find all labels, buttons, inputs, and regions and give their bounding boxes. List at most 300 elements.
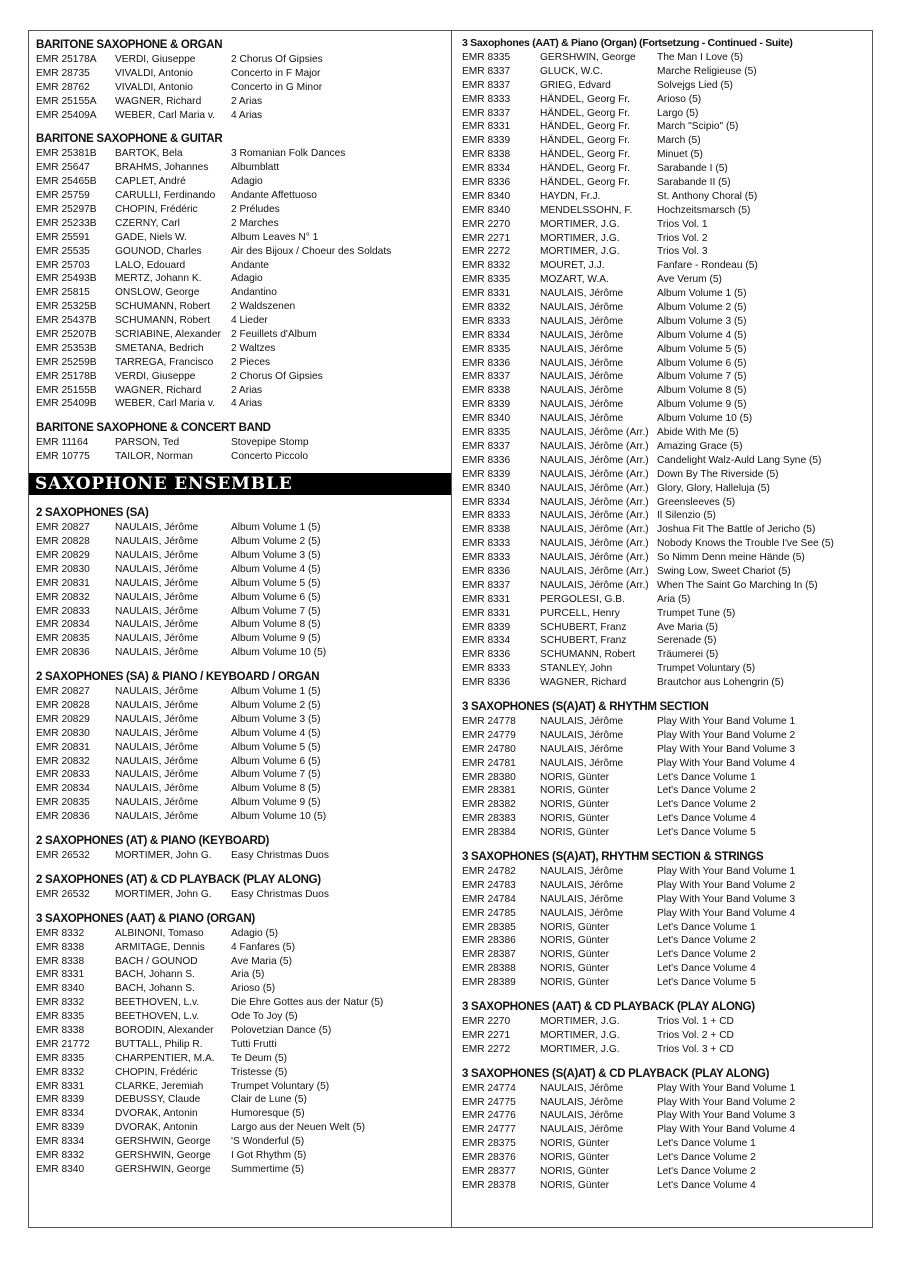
composer-name: HÄNDEL, Georg Fr. xyxy=(540,135,631,147)
work-title: Polovetzian Dance (5) xyxy=(231,1024,332,1036)
work-title: 2 Pieces xyxy=(231,356,271,368)
catalog-number: EMR 8332 xyxy=(36,1150,85,1161)
work-title: Album Volume 3 (5) xyxy=(231,549,321,561)
catalog-row xyxy=(36,161,451,175)
composer-name: NAULAIS, Jérôme xyxy=(115,713,199,725)
composer-name: GERSHWIN, George xyxy=(115,1163,211,1175)
work-title: Album Volume 10 (5) xyxy=(231,811,327,823)
catalog-row xyxy=(462,357,874,371)
catalog-row xyxy=(36,888,451,902)
composer-name: NAULAIS, Jérôme xyxy=(540,357,624,369)
catalog-row xyxy=(462,812,874,826)
composer-name: HÄNDEL, Georg Fr. xyxy=(540,177,631,189)
composer-name: SCHUMANN, Robert xyxy=(115,315,211,327)
catalog-number: EMR 25591 xyxy=(36,231,90,243)
work-title: Adagio xyxy=(231,273,263,285)
catalog-row xyxy=(462,648,874,662)
composer-name: MORTIMER, J.G. xyxy=(540,1043,620,1055)
work-title: 2 Arias xyxy=(231,384,263,396)
composer-name: HÄNDEL, Georg Fr. xyxy=(540,121,631,133)
composer-name: SCRIABINE, Alexander xyxy=(115,329,221,341)
catalog-number: EMR 8340 xyxy=(36,1163,85,1175)
catalog-row xyxy=(462,662,874,676)
catalog-number: EMR 28762 xyxy=(36,81,90,93)
catalog-number: EMR 8340 xyxy=(462,204,511,216)
catalog-number: EMR 20830 xyxy=(36,727,90,739)
work-title: 2 Waltzes xyxy=(231,342,276,354)
catalog-row xyxy=(36,782,451,796)
catalog-number: EMR 8331 xyxy=(462,288,511,300)
catalog-number: EMR 25233B xyxy=(36,217,97,229)
catalog-row xyxy=(36,450,451,464)
composer-name: WAGNER, Richard xyxy=(115,384,202,396)
catalog-number: EMR 25178A xyxy=(36,54,97,65)
composer-name: NORIS, Günter xyxy=(540,1138,610,1150)
catalog-page xyxy=(28,30,873,1228)
catalog-row xyxy=(36,927,451,941)
work-title: Abide With Me (5) xyxy=(657,427,739,439)
composer-name: HÄNDEL, Georg Fr. xyxy=(540,93,631,105)
catalog-number: EMR 8336 xyxy=(462,177,511,189)
catalog-row xyxy=(36,67,451,81)
catalog-row xyxy=(36,342,451,356)
catalog-number: EMR 8332 xyxy=(36,927,85,939)
work-title: Play With Your Band Volume 2 xyxy=(657,729,796,741)
work-title: Largo (5) xyxy=(657,107,699,119)
catalog-row xyxy=(36,796,451,810)
work-title: Easy Christmas Duos xyxy=(231,849,329,861)
section-title: 3 SAXOPHONES (S(A)AT) & RHYTHM SECTION xyxy=(462,700,709,713)
catalog-number: EMR 24780 xyxy=(462,743,516,755)
work-title: Adagio xyxy=(231,176,263,188)
catalog-number: EMR 8333 xyxy=(462,538,511,550)
catalog-number: EMR 8331 xyxy=(36,1080,85,1092)
work-title: Tutti Frutti xyxy=(231,1038,277,1050)
catalog-row xyxy=(36,314,451,328)
composer-name: NORIS, Günter xyxy=(540,799,610,811)
catalog-row xyxy=(462,218,874,232)
work-title: Concerto in G Minor xyxy=(231,81,323,93)
composer-name: PARSON, Ted xyxy=(115,437,180,449)
section-title: BARITONE SAXOPHONE & ORGAN xyxy=(36,39,223,51)
section-title: 3 SAXOPHONES (AAT) & PIANO (ORGAN) xyxy=(36,912,255,925)
catalog-row xyxy=(36,147,451,161)
work-title: Play With Your Band Volume 4 xyxy=(657,907,796,919)
section-title: 3 SAXOPHONES (AAT) & CD PLAYBACK (PLAY ALONG) xyxy=(462,1001,755,1013)
composer-name: GERSHWIN, George xyxy=(115,1150,211,1161)
composer-name: CHOPIN, Frédéric xyxy=(115,1066,198,1078)
composer-name: NAULAIS, Jérôme xyxy=(115,699,199,711)
work-title: Trumpet Tune (5) xyxy=(657,607,736,619)
work-title: Album Volume 1 (5) xyxy=(231,686,321,698)
catalog-row xyxy=(462,676,874,690)
catalog-row xyxy=(462,893,874,907)
composer-name: NAULAIS, Jérôme xyxy=(115,605,199,617)
catalog-number: EMR 8333 xyxy=(462,552,511,564)
catalog-row xyxy=(462,468,874,482)
section-title: 3 Saxophones (AAT) & Piano (Organ) (Fortsetzung - Continued - Suite) xyxy=(462,37,793,49)
work-title: Album Volume 2 (5) xyxy=(231,699,321,711)
catalog-row xyxy=(462,204,874,218)
work-title: 2 Marches xyxy=(231,217,279,229)
catalog-number: EMR 8331 xyxy=(36,969,85,981)
composer-name: NAULAIS, Jérôme xyxy=(115,536,199,548)
composer-name: NAULAIS, Jérôme xyxy=(115,783,199,795)
catalog-row xyxy=(462,412,874,426)
section-title: 3 SAXOPHONES (S(A)AT) & CD PLAYBACK (PLAY ALONG) xyxy=(462,1067,770,1080)
catalog-number: EMR 8339 xyxy=(462,135,511,147)
composer-name: NAULAIS, Jérôme xyxy=(115,619,199,631)
composer-name: HÄNDEL, Georg Fr. xyxy=(540,163,631,175)
composer-name: MORTIMER, J.G. xyxy=(540,232,620,244)
composer-name: VERDI, Giuseppe xyxy=(115,370,196,382)
composer-name: VIVALDI, Antonio xyxy=(115,81,193,93)
section-title: BARITONE SAXOPHONE & CONCERT BAND xyxy=(36,422,271,435)
work-title: Play With Your Band Volume 3 xyxy=(657,893,796,905)
catalog-number: EMR 28375 xyxy=(462,1138,516,1150)
catalog-row xyxy=(36,1038,451,1052)
work-title: Album Volume 8 (5) xyxy=(657,385,747,397)
right-column xyxy=(451,31,874,1227)
catalog-number: EMR 28378 xyxy=(462,1179,516,1191)
catalog-number: EMR 8337 xyxy=(462,371,511,383)
catalog-row xyxy=(36,356,451,370)
catalog-number: EMR 20827 xyxy=(36,522,90,534)
work-title: 2 Préludes xyxy=(231,204,280,216)
catalog-row xyxy=(462,245,874,259)
catalog-section xyxy=(462,1066,874,1193)
catalog-number: EMR 8337 xyxy=(462,65,511,77)
composer-name: NAULAIS, Jérôme (Arr.) xyxy=(540,565,649,577)
catalog-number: EMR 24782 xyxy=(462,865,516,877)
catalog-number: EMR 25815 xyxy=(36,287,90,299)
work-title: Trios Vol. 1 xyxy=(657,218,708,230)
catalog-number: EMR 26532 xyxy=(36,888,90,900)
catalog-row xyxy=(36,849,451,863)
composer-name: MORTIMER, John G. xyxy=(115,849,212,861)
work-title: Let's Dance Volume 2 xyxy=(657,1152,756,1164)
composer-name: NAULAIS, Jérôme xyxy=(115,769,199,781)
left-top-sections xyxy=(36,37,451,464)
catalog-row xyxy=(36,272,451,286)
catalog-number: EMR 8336 xyxy=(462,649,511,661)
catalog-row xyxy=(36,685,451,699)
catalog-number: EMR 20833 xyxy=(36,769,90,781)
work-title: Album Volume 7 (5) xyxy=(231,769,321,781)
catalog-number: EMR 8335 xyxy=(36,1052,85,1064)
work-title: Trios Vol. 1 + CD xyxy=(657,1016,734,1027)
catalog-number: EMR 28383 xyxy=(462,813,516,825)
catalog-number: EMR 8336 xyxy=(462,565,511,577)
catalog-number: EMR 2272 xyxy=(462,246,511,258)
composer-name: BEETHOVEN, L.v. xyxy=(115,997,200,1009)
catalog-row xyxy=(462,190,874,204)
composer-name: NAULAIS, Jérôme xyxy=(540,1082,624,1094)
composer-name: CHOPIN, Frédéric xyxy=(115,204,198,216)
catalog-number: EMR 8339 xyxy=(462,621,511,633)
catalog-row xyxy=(462,865,874,879)
catalog-row xyxy=(36,713,451,727)
catalog-number: EMR 8335 xyxy=(36,1011,85,1023)
work-title: Ave Verum (5) xyxy=(657,274,722,286)
work-title: Joshua Fit The Battle of Jericho (5) xyxy=(657,524,816,536)
catalog-number: EMR 8337 xyxy=(462,579,511,591)
catalog-row xyxy=(462,551,874,565)
catalog-row xyxy=(462,232,874,246)
composer-name: NAULAIS, Jérôme xyxy=(115,633,199,645)
catalog-row xyxy=(462,1123,874,1137)
composer-name: CAPLET, André xyxy=(115,176,186,188)
catalog-row xyxy=(36,203,451,217)
catalog-number: EMR 8334 xyxy=(462,329,511,341)
catalog-row xyxy=(36,328,451,342)
work-title: Album Volume 4 (5) xyxy=(231,727,321,739)
composer-name: GADE, Niels W. xyxy=(115,231,187,243)
work-title: 2 Chorus Of Gipsies xyxy=(231,370,323,382)
composer-name: VERDI, Giuseppe xyxy=(115,54,196,65)
composer-name: NORIS, Günter xyxy=(540,771,610,783)
catalog-number: EMR 8340 xyxy=(36,983,85,995)
catalog-number: EMR 20829 xyxy=(36,549,90,561)
catalog-section xyxy=(36,669,451,824)
catalog-number: EMR 8337 xyxy=(462,107,511,119)
catalog-number: EMR 20829 xyxy=(36,713,90,725)
catalog-number: EMR 8338 xyxy=(462,149,511,161)
catalog-number: EMR 28389 xyxy=(462,977,516,989)
work-title: So Nimm Denn meine Hände (5) xyxy=(657,552,805,564)
catalog-section xyxy=(36,911,451,1177)
composer-name: NAULAIS, Jérôme xyxy=(115,686,199,698)
catalog-row xyxy=(36,1024,451,1038)
catalog-row xyxy=(462,907,874,921)
composer-name: NORIS, Günter xyxy=(540,977,610,989)
catalog-number: EMR 24785 xyxy=(462,907,516,919)
catalog-row xyxy=(462,798,874,812)
work-title: Let's Dance Volume 2 xyxy=(657,949,756,961)
catalog-row xyxy=(36,646,451,660)
catalog-number: EMR 11164 xyxy=(36,437,89,449)
catalog-row xyxy=(36,549,451,563)
catalog-section xyxy=(462,849,874,990)
catalog-row xyxy=(462,273,874,287)
work-title: Album Volume 7 (5) xyxy=(657,371,747,383)
work-title: Sarabande I (5) xyxy=(657,163,728,175)
work-title: Trumpet Voluntary (5) xyxy=(231,1080,330,1092)
composer-name: PURCELL, Henry xyxy=(540,607,620,619)
work-title: I Got Rhythm (5) xyxy=(231,1150,307,1161)
composer-name: NAULAIS, Jérôme xyxy=(115,647,199,659)
section-banner: SAXOPHONE ENSEMBLE xyxy=(29,473,451,495)
work-title: Summertime (5) xyxy=(231,1163,305,1175)
catalog-number: EMR 25178B xyxy=(36,370,97,382)
catalog-section xyxy=(462,35,874,690)
catalog-row xyxy=(462,426,874,440)
composer-name: NAULAIS, Jérôme (Arr.) xyxy=(540,524,649,536)
catalog-row xyxy=(462,921,874,935)
composer-name: NAULAIS, Jérôme xyxy=(540,371,624,383)
catalog-number: EMR 25409B xyxy=(36,398,97,410)
composer-name: GERSHWIN, George xyxy=(540,52,636,63)
composer-name: SCHUMANN, Robert xyxy=(540,649,636,661)
work-title: Swing Low, Sweet Chariot (5) xyxy=(657,565,791,577)
section-title: 2 SAXOPHONES (SA) & PIANO / KEYBOARD / ORGAN xyxy=(36,671,320,684)
catalog-number: EMR 25703 xyxy=(36,259,90,271)
work-title: Play With Your Band Volume 1 xyxy=(657,1082,796,1094)
catalog-row xyxy=(36,81,451,95)
catalog-number: EMR 8334 xyxy=(462,163,511,175)
catalog-number: EMR 8338 xyxy=(36,941,85,953)
catalog-number: EMR 20836 xyxy=(36,647,90,659)
composer-name: SCHUMANN, Robert xyxy=(115,301,211,313)
catalog-row xyxy=(462,176,874,190)
work-title: Album Volume 1 (5) xyxy=(231,522,321,534)
work-title: Album Volume 2 (5) xyxy=(657,302,747,314)
catalog-row xyxy=(36,286,451,300)
composer-name: STANLEY, John xyxy=(540,663,613,675)
catalog-row xyxy=(36,741,451,755)
work-title: Marche Religieuse (5) xyxy=(657,65,757,77)
work-title: Trios Vol. 2 + CD xyxy=(657,1029,734,1041)
catalog-number: EMR 8336 xyxy=(462,357,511,369)
work-title: Album Volume 4 (5) xyxy=(231,563,321,575)
work-title: Let's Dance Volume 5 xyxy=(657,827,756,839)
catalog-number: EMR 28382 xyxy=(462,799,516,811)
catalog-section xyxy=(462,999,874,1057)
work-title: Minuet (5) xyxy=(657,149,703,161)
work-title: Andante Affettuoso xyxy=(231,190,317,202)
composer-name: DVORAK, Antonin xyxy=(115,1122,198,1134)
work-title: Serenade (5) xyxy=(657,635,717,647)
work-title: Album Volume 8 (5) xyxy=(231,619,321,631)
composer-name: WEBER, Carl Maria v. xyxy=(115,398,215,410)
composer-name: MORTIMER, J.G. xyxy=(540,1016,620,1027)
catalog-row xyxy=(36,109,451,123)
composer-name: NAULAIS, Jérôme (Arr.) xyxy=(540,510,649,522)
composer-name: BEETHOVEN, L.v. xyxy=(115,1011,200,1023)
work-title: Träumerei (5) xyxy=(657,649,719,661)
composer-name: DEBUSSY, Claude xyxy=(115,1094,201,1106)
work-title: The Man I Love (5) xyxy=(657,52,744,63)
composer-name: NAULAIS, Jérôme xyxy=(540,1124,624,1136)
catalog-number: EMR 8333 xyxy=(462,510,511,522)
composer-name: NORIS, Günter xyxy=(540,813,610,825)
catalog-row xyxy=(462,579,874,593)
catalog-row xyxy=(36,189,451,203)
catalog-row xyxy=(462,65,874,79)
catalog-number: EMR 8339 xyxy=(36,1094,85,1106)
work-title: Album Volume 7 (5) xyxy=(231,605,321,617)
work-title: 2 Waldszenen xyxy=(231,301,296,313)
catalog-number: EMR 8336 xyxy=(462,454,511,466)
catalog-row xyxy=(36,535,451,549)
catalog-number: EMR 24779 xyxy=(462,729,516,741)
catalog-number: EMR 2270 xyxy=(462,218,511,230)
composer-name: NORIS, Günter xyxy=(540,1179,610,1191)
catalog-row xyxy=(36,1149,451,1163)
catalog-row xyxy=(36,384,451,398)
catalog-number: EMR 25155B xyxy=(36,384,97,396)
work-title: Play With Your Band Volume 4 xyxy=(657,1124,796,1136)
catalog-row xyxy=(462,79,874,93)
work-title: St. Anthony Choral (5) xyxy=(657,190,758,202)
catalog-number: EMR 25155A xyxy=(36,95,97,107)
catalog-number: EMR 24781 xyxy=(462,757,516,769)
catalog-row xyxy=(462,1151,874,1165)
work-title: Nobody Knows the Trouble I've See (5) xyxy=(657,538,834,550)
work-title: Let's Dance Volume 2 xyxy=(657,1166,756,1178)
catalog-number: EMR 8338 xyxy=(36,955,85,967)
work-title: Album Volume 10 (5) xyxy=(231,647,327,659)
composer-name: NAULAIS, Jérôme xyxy=(540,879,624,891)
catalog-row xyxy=(36,95,451,109)
work-title: Album Volume 9 (5) xyxy=(231,633,321,645)
catalog-number: EMR 25297B xyxy=(36,204,97,216)
catalog-number: EMR 20836 xyxy=(36,811,90,823)
composer-name: NAULAIS, Jérôme (Arr.) xyxy=(540,454,649,466)
catalog-number: EMR 8335 xyxy=(462,52,511,63)
catalog-row xyxy=(462,729,874,743)
work-title: Album Volume 3 (5) xyxy=(231,713,321,725)
catalog-row xyxy=(462,315,874,329)
composer-name: NAULAIS, Jérôme xyxy=(540,893,624,905)
catalog-number: EMR 20828 xyxy=(36,699,90,711)
work-title: Play With Your Band Volume 2 xyxy=(657,879,796,891)
composer-name: NAULAIS, Jérôme xyxy=(540,757,624,769)
catalog-number: EMR 20834 xyxy=(36,783,90,795)
work-title: Play With Your Band Volume 1 xyxy=(657,715,796,727)
catalog-number: EMR 26532 xyxy=(36,849,90,861)
work-title: Album Volume 4 (5) xyxy=(657,329,747,341)
composer-name: NAULAIS, Jérôme (Arr.) xyxy=(540,579,649,591)
catalog-row xyxy=(36,370,451,384)
catalog-row xyxy=(462,962,874,976)
composer-name: NAULAIS, Jérôme (Arr.) xyxy=(540,538,649,550)
composer-name: NORIS, Günter xyxy=(540,921,610,933)
composer-name: PERGOLESI, G.B. xyxy=(540,593,625,605)
composer-name: BRAHMS, Johannes xyxy=(115,162,209,174)
catalog-number: EMR 25409A xyxy=(36,109,97,121)
work-title: Album Volume 1 (5) xyxy=(657,288,747,300)
composer-name: BORODIN, Alexander xyxy=(115,1024,214,1036)
composer-name: NAULAIS, Jérôme xyxy=(540,343,624,355)
composer-name: NAULAIS, Jérôme (Arr.) xyxy=(540,468,649,480)
catalog-number: EMR 24777 xyxy=(462,1124,516,1136)
composer-name: NAULAIS, Jérôme xyxy=(540,288,624,300)
catalog-row xyxy=(36,577,451,591)
composer-name: SCHUBERT, Franz xyxy=(540,621,627,633)
composer-name: NAULAIS, Jérôme xyxy=(540,907,624,919)
work-title: Play With Your Band Volume 4 xyxy=(657,757,796,769)
catalog-row xyxy=(36,563,451,577)
composer-name: NAULAIS, Jérôme (Arr.) xyxy=(540,482,649,494)
catalog-number: EMR 20831 xyxy=(36,577,90,589)
work-title: Play With Your Band Volume 3 xyxy=(657,743,796,755)
catalog-row xyxy=(462,93,874,107)
catalog-row xyxy=(462,1015,874,1029)
work-title: Let's Dance Volume 5 xyxy=(657,977,756,989)
catalog-row xyxy=(36,436,451,450)
catalog-row xyxy=(462,948,874,962)
composer-name: NAULAIS, Jérôme xyxy=(115,811,199,823)
work-title: Concerto in F Major xyxy=(231,67,321,79)
catalog-row xyxy=(36,397,451,411)
work-title: Trios Vol. 3 + CD xyxy=(657,1043,734,1055)
catalog-row xyxy=(462,148,874,162)
catalog-number: EMR 8331 xyxy=(462,121,511,133)
work-title: Greensleeves (5) xyxy=(657,496,736,508)
work-title: Fanfare - Rondeau (5) xyxy=(657,260,758,272)
composer-name: MERTZ, Johann K. xyxy=(115,273,202,285)
